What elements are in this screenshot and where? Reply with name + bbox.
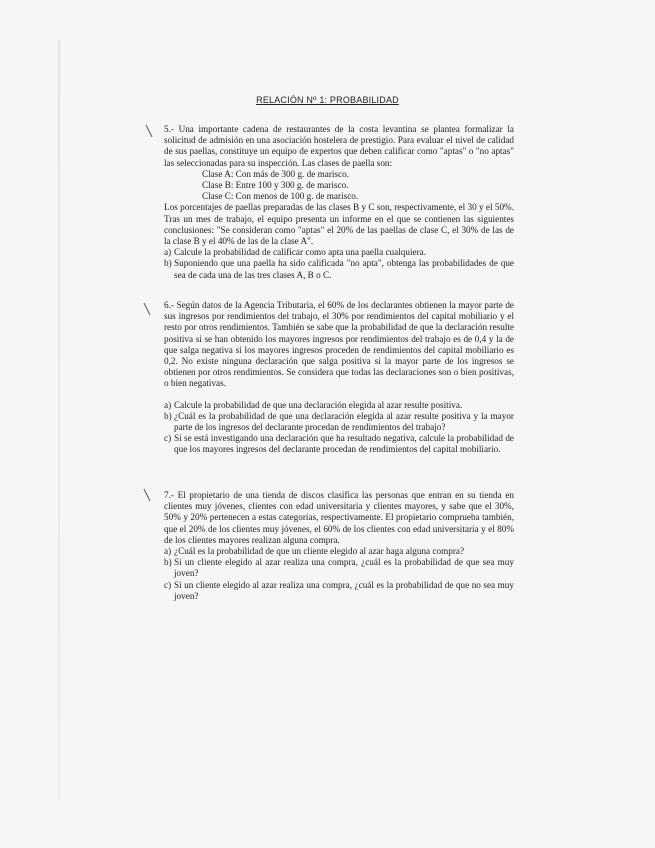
problem-6-item-c — [164, 433, 514, 455]
problem-5-class-c: Clase C: Con menos de 100 g. de marisco. — [202, 191, 359, 202]
item-text: ¿Cuál es la probabilidad de que un cliente elegido al azar haga alguna compra? — [174, 546, 465, 557]
item-text: Si un cliente elegido al azar realiza una compra, ¿cuál es la probabilidad de que no sea muy joven? — [174, 579, 514, 601]
item-key: c) — [164, 433, 172, 444]
problem-5-intro: 5.- Una importante cadena de restaurantes de la costa levantina se plantea formalizar la solicitud de admisión en una asociación hostelera de prestigio. Para evaluar el nivel de calidad de sus paellas, constituye un equipo de expertos que deben calificar como "aptas" o "no aptas" las seleccionadas para su inspección. Las clases de paella son: — [164, 124, 514, 168]
item-text: Calcule la probabilidad de que una declaración elegida al azar resulte positiva. — [174, 399, 463, 410]
item-text: Calcule la probabilidad de calificar como apta una paella cualquiera. — [174, 247, 427, 258]
check-mark-icon — [143, 488, 151, 502]
problem-6-item-b — [164, 411, 514, 433]
item-key: b) — [164, 258, 172, 269]
problem-5-class-b: Clase B: Entre 100 y 300 g. de marisco. — [202, 180, 349, 191]
problem-6 — [164, 300, 514, 456]
problem-7-item-c — [164, 580, 514, 602]
problem-7-item-b — [164, 557, 514, 579]
item-key: b) — [164, 557, 172, 568]
item-key: a) — [164, 247, 172, 258]
item-text: Suponiendo que una paella ha sido calificada "no apta", obtenga las probabilidades de que sea de cada una de las tres clases A, B o C. — [174, 258, 514, 280]
item-key: c) — [164, 579, 172, 590]
item-key: a) — [164, 399, 172, 410]
problem-7 — [164, 490, 514, 602]
problem-5-class-a: Clase A: Con más de 300 g. de marisco. — [202, 168, 349, 179]
problem-6-intro: 6.- Según datos de la Agencia Tributaria, el 60% de los declarantes obtienen la mayor parte de sus ingresos por rendimientos del trabajo, el 30% por rendimientos del capital mobiliario y el resto por otros rendimientos. También se sabe que la probabilidad de que la declaración resulte positiva si se han obtenido los mayores ingresos por rendimientos del trabajo es de 0,4 y la de que salga negativa si los mayores ingresos proceden de rendimientos del capital mobiliario es 0,2. No existe ninguna declaración que salga positiva si la mayor parte de los ingresos se obtienen por otros rendimientos. Se considera que todas las declaraciones son o bien positivas, o bien negativas. — [164, 300, 514, 389]
problem-5-body: Los porcentajes de paellas preparadas de las clases B y C son, respectivamente, el 30 y el 50%. Tras un mes de trabajo, el equipo presenta un informe en el que se contienen las siguientes conclusiones: "Se consideran como "aptas" el 20% de las paellas de clase C, el 30% de las de la clase B y el 40% de las de la clase A". — [164, 202, 514, 247]
item-text: ¿Cuál es la probabilidad de que una declaración elegida al azar resulte positiva y la mayor parte de los ingresos del declarante procedan de rendimientos del trabajo? — [174, 410, 514, 433]
scan-edge-shadow — [58, 40, 60, 800]
problem-5-item-a — [164, 247, 514, 258]
page-title: RELACIÓN Nº 1: PROBABILIDAD — [256, 95, 399, 105]
item-text: Si se está investigando una declaración que ha resultado negativa, calcule la probabilidad de que los mayores ingresos del declarante procedan de rendimientos del capital mobiliario. — [174, 433, 514, 455]
item-key: a) — [164, 546, 172, 557]
problem-5-item-b — [164, 258, 514, 280]
check-mark-icon — [145, 124, 153, 138]
problem-7-intro: 7.- El propietario de una tienda de discos clasifica las personas que entran en su tienda en clientes muy jóvenes, clientes con edad universitaria y clientes mayores, y sabe que el 30%, 50% y 20% pertenecen a estas categorías, respectivamente. El propietario comprueba también, que el 20% de los clientes muy jóvenes, el 60% de los clientes con edad universitaria y el 80% de los clientes mayores realizan alguna compra. — [164, 490, 514, 545]
problem-7-item-a — [164, 546, 514, 557]
item-key: b) — [164, 410, 172, 421]
item-text: Si un cliente elegido al azar realiza una compra, ¿cuál es la probabilidad de que sea muy joven? — [174, 557, 514, 579]
check-mark-icon — [143, 302, 151, 316]
problem-5 — [164, 124, 514, 281]
problem-6-item-a — [164, 400, 514, 411]
